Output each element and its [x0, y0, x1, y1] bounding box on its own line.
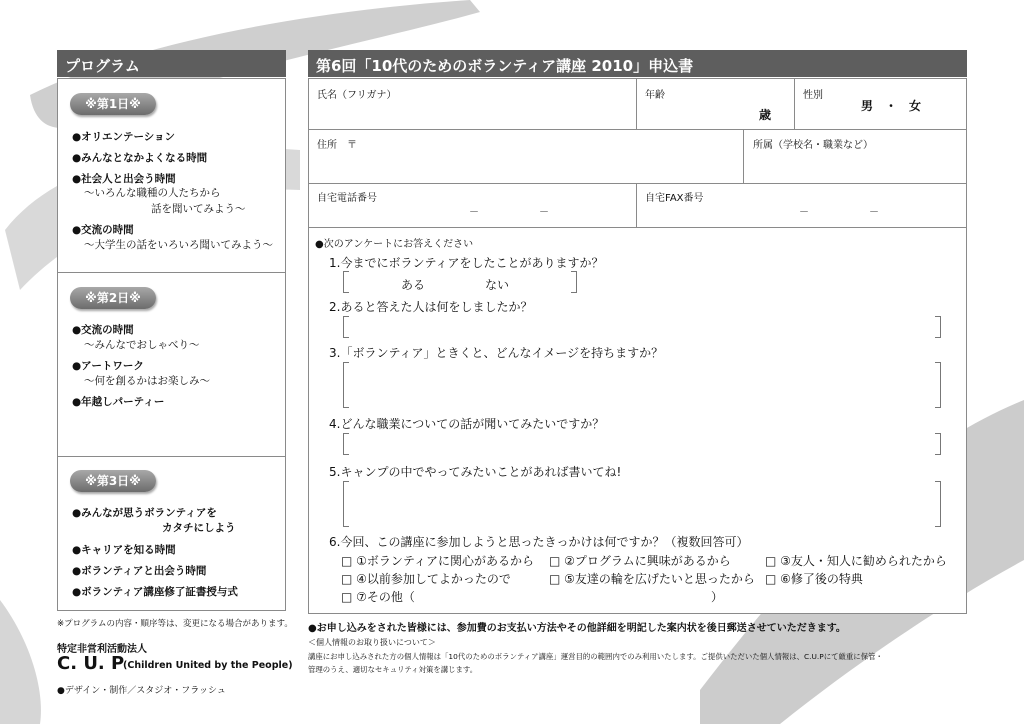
- day-2-item: ●交流の時間: [72, 324, 134, 336]
- answer-5-field[interactable]: [349, 481, 935, 527]
- question-2: 2.あると答えた人は何をしましたか？: [329, 300, 533, 314]
- day-2-item: ●アートワーク: [72, 360, 144, 372]
- fax-dash: －: [799, 207, 809, 218]
- checkbox-option-other[interactable]: □ ⑦その他（: [341, 590, 415, 604]
- answer-3-field[interactable]: [349, 362, 935, 408]
- day-3-item: ●ボランティアと出会う時間: [72, 565, 207, 577]
- answer-2-field[interactable]: [349, 316, 935, 338]
- form-header-title: 第6回「10代のためのボランティア講座 2010」申込書: [316, 57, 694, 75]
- name-field-label: 氏名（フリガナ）: [317, 90, 397, 101]
- answer-bracket-right: [935, 433, 941, 455]
- day-3-item-note: カタチにしよう: [162, 522, 236, 534]
- org-name: C. U. P: [57, 653, 125, 674]
- design-credit: ●デザイン・制作／スタジオ・フラッシュ: [57, 686, 226, 696]
- day-1-item: ●みんなとなかよくなる時間: [72, 152, 208, 164]
- answer-bracket-left: [343, 271, 349, 293]
- day-3-item: ●みんなが思うボランティアを: [72, 507, 217, 519]
- mailing-notice: ●お申し込みをされた皆様には、参加費のお支払い方法やその他詳細を明記した案内状を後日郵送させていただきます。: [308, 623, 846, 634]
- answer-option-no[interactable]: ない: [485, 278, 510, 292]
- day-3-badge: ※第3日※: [70, 470, 156, 492]
- question-4: 4.どんな職業についての話が聞いてみたいですか？: [329, 417, 605, 431]
- day-2-item-note: ～みんなでおしゃべり～: [84, 339, 200, 351]
- checkbox-option[interactable]: □ ③友人・知人に勧められたから: [765, 554, 947, 568]
- checkbox-option[interactable]: □ ⑥修了後の特典: [765, 572, 863, 586]
- answer-4-field[interactable]: [349, 433, 935, 455]
- question-3: 3.「ボランティア」ときくと、どんなイメージを持ちますか？: [329, 346, 664, 360]
- program-change-note: ※プログラムの内容・順序等は、変更になる場合があります。: [57, 619, 293, 629]
- day-2-badge: ※第2日※: [70, 287, 156, 309]
- day-2-panel: [57, 272, 286, 458]
- checkbox-option[interactable]: □ ④以前参加してよかったので: [341, 572, 511, 586]
- day-3-item: ●ボランティア講座修了証書授与式: [72, 586, 238, 598]
- fax-field-label: 自宅FAX番号: [645, 193, 704, 204]
- row-divider: [309, 227, 966, 228]
- age-unit: 歳: [759, 108, 772, 122]
- question-5: 5.キャンプの中でやってみたいことがあれば書いてね!: [329, 465, 622, 479]
- sidebar-header: [57, 50, 286, 77]
- form-header: [308, 50, 967, 77]
- col-divider: [794, 79, 795, 129]
- gender-field-label: 性別: [803, 90, 823, 101]
- age-field[interactable]: [637, 79, 793, 129]
- application-form: [308, 78, 967, 614]
- privacy-text-line-2: 管理のうえ、適切なセキュリティ対策を講じます。: [308, 665, 478, 674]
- day-3-item: ●キャリアを知る時間: [72, 544, 176, 556]
- fax-dash: －: [869, 207, 879, 218]
- question-6: 6.今回、この講座に参加しようと思ったきっかけは何ですか？（複数回答可）: [329, 535, 749, 549]
- org-full-name: (Children United by the People): [123, 660, 293, 671]
- checkbox-option[interactable]: □ ②プログラムに興味があるから: [549, 554, 731, 568]
- day-3-panel: [57, 456, 286, 611]
- phone-field[interactable]: [309, 184, 636, 227]
- sidebar-header-label: プログラム: [65, 57, 140, 75]
- checkbox-option[interactable]: □ ⑤友達の輪を広げたいと思ったから: [549, 572, 755, 586]
- day-1-item-note: ～大学生の話をいろいろ聞いてみよう～: [84, 239, 273, 251]
- phone-dash: －: [539, 207, 549, 218]
- answer-bracket-right: [571, 271, 577, 293]
- answer-bracket-right: [935, 481, 941, 527]
- day-1-item: ●交流の時間: [72, 224, 134, 236]
- name-field[interactable]: [309, 79, 636, 129]
- privacy-title: ＜個人情報のお取り扱いについて＞: [308, 638, 436, 647]
- day-1-item: ●オリエンテーション: [72, 131, 176, 143]
- address-field[interactable]: [309, 130, 742, 183]
- answer-bracket-right: [935, 316, 941, 338]
- org-type: 特定非営利活動法人: [57, 644, 147, 655]
- affiliation-field[interactable]: [744, 130, 966, 183]
- other-close-paren: ）: [711, 590, 724, 604]
- checkbox-option[interactable]: □ ①ボランティアに関心があるから: [341, 554, 534, 568]
- phone-dash: －: [469, 207, 479, 218]
- day-2-item: ●年越しパーティー: [72, 396, 165, 408]
- answer-option-yes[interactable]: ある: [401, 278, 426, 292]
- day-2-item-note: ～何を創るかはお楽しみ～: [84, 375, 210, 387]
- privacy-text-line-1: 講座にお申し込みされた方の個人情報は「10代のためのボランティア講座」運営目的の範囲内でのみ利用いたします。ご提供いただいた個人情報は、C.U.Pにて厳重に保管・: [308, 652, 883, 661]
- affiliation-field-label: 所属（学校名・職業など）: [753, 140, 873, 151]
- day-1-item: ●社会人と出会う時間: [72, 173, 176, 185]
- address-field-label: 住所 〒: [317, 140, 357, 151]
- day-1-item-note: 話を聞いてみよう～: [151, 203, 246, 215]
- gender-options[interactable]: 男 ・ 女: [861, 99, 922, 113]
- phone-field-label: 自宅電話番号: [317, 193, 377, 204]
- answer-bracket-right: [935, 362, 941, 408]
- day-1-item-note: ～いろんな職種の人たちから: [84, 187, 221, 199]
- day-1-panel: [57, 78, 286, 274]
- day-1-badge: ※第1日※: [70, 93, 156, 115]
- question-1: 1.今までにボランティアをしたことがありますか？: [329, 256, 604, 270]
- age-field-label: 年齢: [645, 90, 665, 101]
- fax-field[interactable]: [637, 184, 966, 227]
- survey-title: ●次のアンケートにお答えください: [315, 239, 474, 250]
